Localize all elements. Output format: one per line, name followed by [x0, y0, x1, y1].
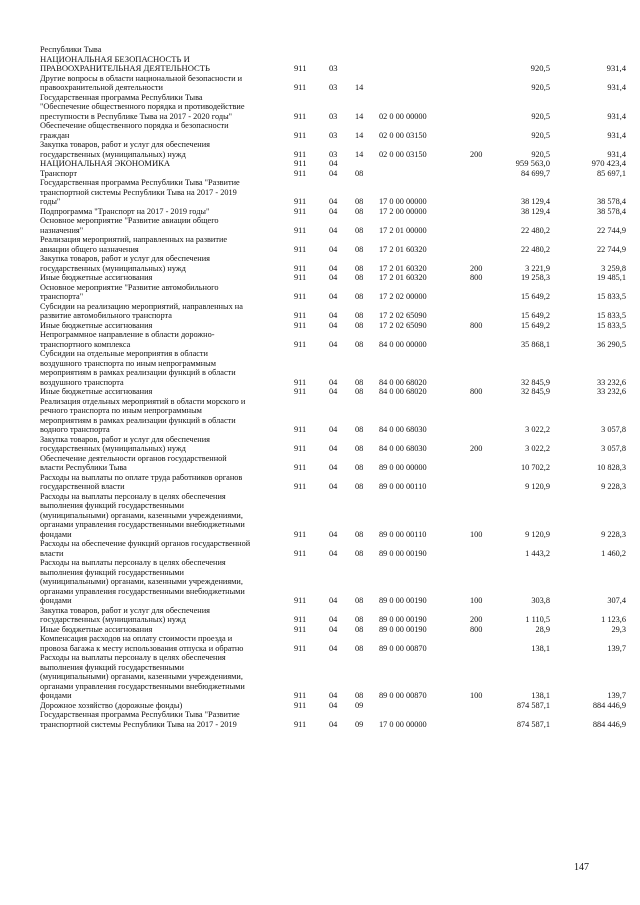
grbs-code: 911 [294, 596, 307, 605]
amount-year-2: 85 697,1 [596, 168, 626, 178]
section-code: 04 [329, 273, 338, 282]
table-row [40, 387, 630, 397]
row-name: Иные бюджетные ассигнования [40, 273, 153, 282]
subsection-code: 14 [355, 130, 364, 140]
target-article-code: 84 0 00 68020 [379, 377, 427, 387]
amount-year-2: 307,4 [607, 596, 626, 605]
table-row [40, 283, 630, 302]
target-article-code: 17 2 02 00000 [379, 292, 427, 301]
expense-type-code: 800 [470, 320, 483, 330]
amount-year-1: 9 120,9 [525, 529, 550, 539]
subsection-code: 09 [355, 700, 364, 710]
table-row [40, 710, 630, 729]
subsection-code: 08 [355, 320, 364, 330]
section-code: 04 [329, 168, 338, 178]
row-name: Непрограммное направление в области дорожно- транспортного комплекса [40, 330, 215, 349]
amount-year-1: 920,5 [531, 111, 550, 121]
row-name: Компенсация расходов на оплату стоимости проезда и провоза багажа к месту использования отпуска и обратно [40, 634, 244, 653]
target-article-code: 17 2 01 60320 [379, 273, 427, 282]
target-article-code: 17 2 01 00000 [379, 225, 427, 235]
amount-year-1: 3 022,2 [525, 425, 550, 434]
amount-year-1: 138,1 [531, 691, 550, 700]
row-name: Иные бюджетные ассигнования [40, 387, 153, 396]
subsection-code: 08 [355, 225, 364, 235]
section-code: 04 [329, 482, 338, 491]
grbs-code: 911 [294, 548, 307, 558]
amount-year-2: 15 833,5 [596, 320, 626, 330]
row-name: Подпрограмма "Транспорт на 2017 - 2019 годы" [40, 206, 210, 216]
amount-year-2: 931,4 [606, 63, 626, 73]
table-row [40, 178, 630, 207]
amount-year-2: 1 460,2 [601, 548, 626, 558]
section-code: 04 [329, 425, 338, 434]
row-name: Дорожное хозяйство (дорожные фонды) [40, 700, 183, 710]
subsection-code: 08 [355, 273, 364, 282]
subsection-code: 08 [355, 463, 364, 472]
subsection-code: 08 [355, 339, 364, 349]
subsection-code: 08 [355, 482, 364, 491]
amount-year-2: 33 232,6 [596, 377, 626, 387]
expense-type-code: 800 [470, 387, 483, 396]
row-name: Республики Тыва [40, 45, 102, 54]
page-number: 147 [574, 862, 589, 873]
subsection-code: 14 [355, 149, 364, 159]
target-article-code: 17 0 00 00000 [379, 197, 427, 206]
amount-year-1: 874 587,1 [516, 700, 550, 710]
amount-year-2: 3 259,8 [601, 263, 626, 273]
row-name: Субсидии на реализацию мероприятий, направленных на развитие автомобильного транспорта [40, 301, 243, 320]
subsection-code: 08 [355, 643, 364, 653]
amount-year-2: 19 485,1 [596, 273, 626, 282]
amount-year-2: 15 833,5 [596, 311, 626, 320]
amount-year-1: 920,5 [531, 130, 550, 140]
table-row [40, 634, 630, 653]
grbs-code: 911 [294, 292, 307, 301]
grbs-code: 911 [294, 111, 307, 121]
row-name: Расходы на выплаты персоналу в целях обеспечения выполнения функций государственными (муниципальными) органами, казенными учреждениями, органами управления государственными внебюджетными фондами [40, 653, 245, 700]
target-article-code: 84 0 00 00000 [379, 339, 427, 349]
section-code: 04 [329, 387, 338, 396]
amount-year-2: 884 446,9 [592, 719, 626, 729]
grbs-code: 911 [294, 643, 307, 653]
section-code: 04 [329, 320, 338, 330]
amount-year-1: 38 129,4 [520, 197, 550, 206]
target-article-code: 17 2 02 65090 [379, 311, 427, 320]
grbs-code: 911 [294, 168, 307, 178]
amount-year-2: 931,4 [607, 83, 626, 92]
amount-year-2: 22 744,9 [596, 244, 626, 254]
table-row [40, 701, 630, 711]
table-row [40, 207, 630, 217]
amount-year-1: 15 649,2 [520, 292, 550, 301]
grbs-code: 911 [294, 130, 307, 140]
grbs-code: 911 [294, 225, 307, 235]
grbs-code: 911 [294, 244, 307, 254]
table-row [40, 121, 630, 140]
amount-year-1: 32 845,9 [520, 377, 550, 387]
amount-year-1: 303,8 [531, 596, 550, 605]
table-row [40, 653, 630, 701]
table-row [40, 454, 630, 473]
amount-year-1: 1 443,2 [525, 548, 550, 558]
section-code: 04 [329, 263, 338, 273]
table-row [40, 169, 630, 179]
section-code: 04 [329, 529, 338, 539]
table-row [40, 539, 630, 558]
section-code: 04 [329, 158, 338, 168]
row-name: Иные бюджетные ассигнования [40, 624, 153, 634]
target-article-code: 89 0 00 00190 [379, 615, 427, 624]
section-code: 04 [329, 377, 338, 387]
section-code: 03 [329, 111, 338, 121]
target-article-code: 17 2 01 60320 [379, 244, 427, 254]
section-code: 04 [329, 292, 338, 301]
section-code: 04 [329, 643, 338, 653]
table-row [40, 55, 630, 74]
table-row [40, 473, 630, 492]
table-row [40, 321, 630, 331]
amount-year-2: 38 578,4 [596, 197, 626, 206]
grbs-code: 911 [294, 387, 307, 396]
amount-year-2: 1 123,6 [601, 615, 626, 624]
subsection-code: 08 [355, 263, 364, 273]
table-row [40, 254, 630, 273]
grbs-code: 911 [294, 197, 307, 206]
amount-year-2: 970 423,4 [591, 158, 626, 168]
target-article-code: 84 0 00 68030 [379, 425, 427, 434]
table-row [40, 140, 630, 159]
grbs-code: 911 [294, 691, 307, 700]
table-row [40, 397, 630, 435]
subsection-code: 08 [355, 691, 364, 700]
amount-year-1: 19 258,3 [520, 273, 550, 282]
amount-year-1: 959 563,0 [515, 158, 550, 168]
amount-year-1: 138,1 [531, 643, 550, 653]
amount-year-1: 38 129,4 [520, 206, 550, 216]
expense-type-code: 200 [470, 149, 483, 159]
section-code: 04 [329, 719, 338, 729]
subsection-code: 08 [355, 425, 364, 434]
section-code: 04 [329, 691, 338, 700]
grbs-code: 911 [294, 149, 307, 159]
table-row [40, 625, 630, 635]
expense-type-code: 800 [470, 273, 483, 282]
section-code: 04 [329, 548, 338, 558]
target-article-code: 84 0 00 68030 [379, 444, 427, 453]
grbs-code: 911 [294, 444, 307, 453]
subsection-code: 08 [355, 197, 364, 206]
expense-type-code: 200 [470, 263, 483, 273]
row-name: Государственная программа Республики Тыва "Развитие транспортной системы Республики Тыва на 2017 - 2019 годы" [40, 178, 240, 206]
amount-year-1: 32 845,9 [520, 387, 550, 396]
subsection-code: 08 [355, 244, 364, 254]
section-code: 03 [329, 149, 338, 159]
target-article-code: 89 0 00 00190 [379, 624, 427, 634]
target-article-code: 89 0 00 00870 [379, 643, 427, 653]
row-name: Закупка товаров, работ и услуг для обеспечения государственных (муниципальных) нужд [40, 140, 210, 159]
target-article-code: 02 0 00 00000 [379, 111, 427, 121]
row-name: Иные бюджетные ассигнования [40, 320, 153, 330]
amount-year-2: 10 828,3 [596, 463, 626, 472]
grbs-code: 911 [294, 158, 307, 168]
row-name: Закупка товаров, работ и услуг для обеспечения государственных (муниципальных) нужд [40, 605, 210, 624]
row-name: Расходы на выплаты по оплате труда работников органов государственной власти [40, 472, 243, 491]
row-name: Реализация мероприятий, направленных на развитие авиации общего назначения [40, 235, 228, 254]
grbs-code: 911 [294, 624, 307, 634]
amount-year-2: 38 578,4 [596, 206, 626, 216]
row-name: Реализация отдельных мероприятий в области морского и речного транспорта по иным непрограммным мероприятиям в рамках реализации функций в области водного транспорта [40, 396, 246, 434]
grbs-code: 911 [294, 311, 307, 320]
amount-year-2: 33 232,6 [596, 387, 626, 396]
section-code: 04 [329, 596, 338, 605]
amount-year-2: 884 446,9 [592, 700, 626, 710]
amount-year-1: 10 702,2 [520, 463, 550, 472]
table-row [40, 492, 630, 540]
target-article-code: 17 2 01 60320 [379, 263, 427, 273]
grbs-code: 911 [294, 463, 307, 472]
amount-year-1: 22 480,2 [520, 244, 550, 254]
subsection-code: 08 [355, 529, 364, 539]
grbs-code: 911 [294, 529, 307, 539]
subsection-code: 14 [355, 111, 364, 121]
grbs-code: 911 [294, 320, 307, 330]
table-row [40, 159, 630, 169]
row-name: НАЦИОНАЛЬНАЯ ЭКОНОМИКА [40, 158, 171, 168]
amount-year-2: 29,3 [611, 624, 626, 634]
table-row [40, 235, 630, 254]
target-article-code: 84 0 00 68020 [379, 387, 427, 396]
target-article-code: 89 0 00 00110 [379, 529, 427, 539]
section-code: 04 [329, 206, 338, 216]
target-article-code: 17 0 00 00000 [379, 719, 427, 729]
amount-year-1: 3 221,9 [525, 263, 550, 273]
expense-type-code: 800 [470, 624, 483, 634]
target-article-code: 17 2 02 65090 [379, 320, 427, 330]
subsection-code: 08 [355, 624, 364, 634]
subsection-code: 09 [355, 719, 364, 729]
grbs-code: 911 [294, 482, 307, 491]
expense-type-code: 200 [470, 615, 483, 624]
subsection-code: 08 [355, 387, 364, 396]
budget-table [40, 45, 630, 729]
section-code: 03 [329, 63, 338, 73]
grbs-code: 911 [294, 273, 307, 282]
amount-year-1: 15 649,2 [520, 320, 550, 330]
target-article-code: 89 0 00 00190 [379, 548, 427, 558]
subsection-code: 08 [355, 311, 364, 320]
target-article-code: 89 0 00 00110 [379, 482, 427, 491]
grbs-code: 911 [294, 719, 307, 729]
grbs-code: 911 [294, 339, 307, 349]
table-row [40, 302, 630, 321]
row-name: Государственная программа Республики Тыва "Развитие транспортной системы Республики Тыва на 2017 - 2019 [40, 710, 240, 729]
expense-type-code: 100 [470, 596, 483, 605]
section-code: 04 [329, 624, 338, 634]
amount-year-2: 9 228,3 [601, 529, 626, 539]
section-code: 04 [329, 615, 338, 624]
subsection-code: 14 [355, 83, 364, 92]
table-row [40, 435, 630, 454]
section-code: 04 [329, 339, 338, 349]
row-name: Закупка товаров, работ и услуг для обеспечения государственных (муниципальных) нужд [40, 254, 210, 273]
row-name: Другие вопросы в области национальной безопасности и правоохранительной деятельности [40, 73, 243, 92]
row-name: Субсидии на отдельные мероприятия в области воздушного транспорта по иным непрограммным мероприятиям в рамках реализации функций в области воздушного транспорта [40, 349, 236, 387]
table-row [40, 273, 630, 283]
amount-year-2: 36 290,5 [596, 339, 626, 349]
amount-year-2: 22 744,9 [596, 225, 626, 235]
amount-year-1: 84 699,7 [520, 168, 550, 178]
grbs-code: 911 [294, 263, 307, 273]
amount-year-2: 931,4 [607, 130, 626, 140]
section-code: 03 [329, 83, 338, 92]
target-article-code: 89 0 00 00190 [379, 596, 427, 605]
row-name: Расходы на обеспечение функций органов государственной власти [40, 539, 251, 558]
amount-year-1: 3 022,2 [525, 444, 550, 453]
row-name: Расходы на выплаты персоналу в целях обеспечения выполнения функций государственными (муниципальными) органами, казенными учреждениями, органами управления государственными внебюджетными фондами [40, 558, 245, 605]
subsection-code: 08 [355, 292, 364, 301]
amount-year-2: 15 833,5 [596, 292, 626, 301]
expense-type-code: 100 [470, 529, 483, 539]
target-article-code: 17 2 00 00000 [379, 206, 427, 216]
amount-year-2: 931,4 [607, 149, 626, 159]
target-article-code: 89 0 00 00870 [379, 691, 427, 700]
grbs-code: 911 [294, 377, 307, 387]
grbs-code: 911 [294, 425, 307, 434]
section-code: 04 [329, 311, 338, 320]
amount-year-1: 920,5 [531, 149, 550, 159]
amount-year-1: 920,5 [530, 63, 550, 73]
amount-year-2: 3 057,8 [601, 425, 626, 434]
expense-type-code: 100 [470, 691, 483, 700]
row-name: Закупка товаров, работ и услуг для обеспечения государственных (муниципальных) нужд [40, 434, 210, 453]
amount-year-1: 15 649,2 [520, 311, 550, 320]
subsection-code: 08 [355, 596, 364, 605]
table-row [40, 74, 630, 93]
amount-year-1: 874 587,1 [516, 719, 550, 729]
expense-type-code: 200 [470, 444, 483, 453]
row-name: Государственная программа Республики Тыва "Обеспечение общественного порядка и противодействие преступности в Республике Тыва на 2017 - 2020 годы" [40, 92, 245, 121]
amount-year-1: 920,5 [531, 83, 550, 92]
target-article-code: 89 0 00 00000 [379, 463, 427, 472]
section-code: 03 [329, 130, 338, 140]
amount-year-1: 22 480,2 [520, 225, 550, 235]
table-row [40, 606, 630, 625]
grbs-code: 911 [294, 206, 307, 216]
grbs-code: 911 [294, 83, 307, 92]
section-code: 04 [329, 197, 338, 206]
target-article-code: 02 0 00 03150 [379, 130, 427, 140]
amount-year-2: 931,4 [607, 111, 626, 121]
amount-year-2: 139,7 [607, 691, 626, 700]
table-row [40, 330, 630, 349]
table-row [40, 93, 630, 122]
section-code: 04 [329, 244, 338, 254]
row-name: Обеспечение деятельности органов государственной власти Республики Тыва [40, 453, 227, 472]
table-row [40, 349, 630, 387]
row-name: Расходы на выплаты персоналу в целях обеспечения выполнения функций государственными (муниципальными) органами, казенными учреждениями, органами управления государственными внебюджетными фондами [40, 491, 245, 539]
amount-year-2: 139,7 [607, 643, 626, 653]
amount-year-1: 9 120,9 [525, 482, 550, 491]
row-name: Основное мероприятие "Развитие авиации общего назначения" [40, 216, 219, 235]
amount-year-1: 35 868,1 [520, 339, 550, 349]
subsection-code: 08 [355, 377, 364, 387]
row-name: Транспорт [40, 168, 77, 178]
amount-year-2: 9 228,3 [601, 482, 626, 491]
row-name: НАЦИОНАЛЬНАЯ БЕЗОПАСНОСТЬ И ПРАВООХРАНИТЕЛЬНАЯ ДЕЯТЕЛЬНОСТЬ [40, 53, 210, 73]
table-row [40, 216, 630, 235]
subsection-code: 08 [355, 206, 364, 216]
target-article-code: 02 0 00 03150 [379, 149, 427, 159]
grbs-code: 911 [294, 615, 307, 624]
amount-year-1: 28,9 [535, 624, 550, 634]
subsection-code: 08 [355, 444, 364, 453]
section-code: 04 [329, 225, 338, 235]
section-code: 04 [329, 463, 338, 472]
grbs-code: 911 [294, 63, 307, 73]
subsection-code: 08 [355, 548, 364, 558]
subsection-code: 08 [355, 168, 364, 178]
subsection-code: 08 [355, 615, 364, 624]
table-row [40, 558, 630, 606]
amount-year-2: 3 057,8 [601, 444, 626, 453]
section-code: 04 [329, 444, 338, 453]
row-name: Основное мероприятие "Развитие автомобильного транспорта" [40, 282, 219, 301]
amount-year-1: 1 110,5 [525, 615, 550, 624]
section-code: 04 [329, 700, 338, 710]
row-name: Обеспечение общественного порядка и безопасности граждан [40, 121, 229, 140]
grbs-code: 911 [294, 700, 307, 710]
